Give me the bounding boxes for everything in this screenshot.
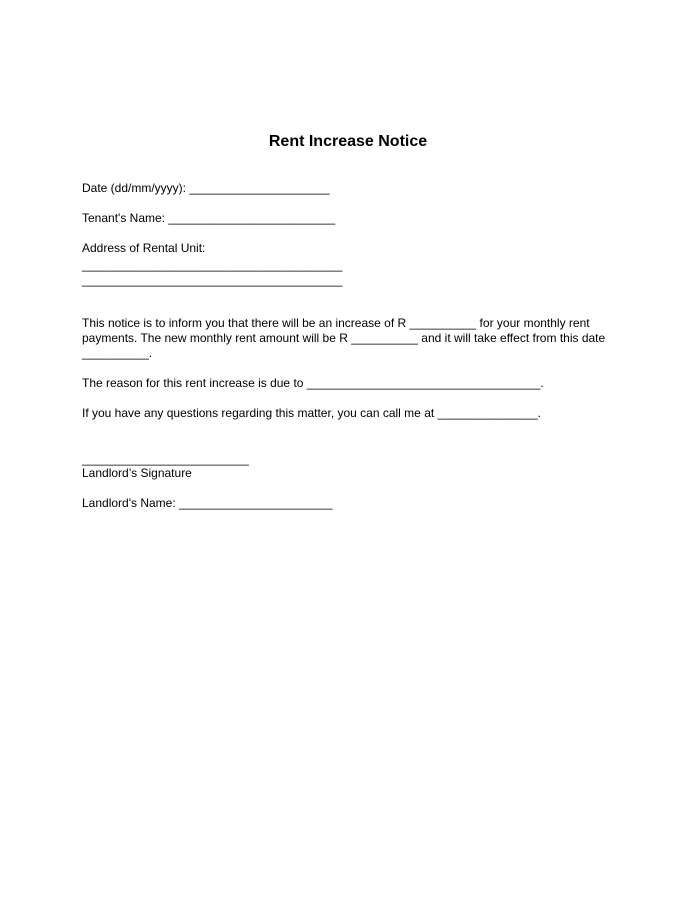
address-blank-1: _______________________________________ [82, 258, 343, 272]
date-line: Date (dd/mm/yyyy): _____________________ [82, 181, 330, 195]
notice-paragraph [82, 316, 606, 361]
address-blank-2: _______________________________________ [82, 273, 343, 287]
tenant-name-line: Tenant's Name: _________________________ [82, 211, 336, 225]
questions-line: If you have any questions regarding this matter, you can call me at _______________. [82, 406, 541, 420]
address-label: Address of Rental Unit: [82, 241, 206, 255]
landlord-name-line: Landlord's Name: _______________________ [82, 496, 333, 510]
notice-line-2: payments. The new monthly rent amount will be R __________ and it will take effect from this date [82, 331, 606, 345]
reason-line: The reason for this rent increase is due to ___________________________________. [82, 376, 544, 390]
signature-label: Landlord’s Signature [82, 466, 192, 480]
notice-line-3: __________. [82, 346, 153, 360]
document-title: Rent Increase Notice [268, 133, 428, 150]
notice-line-1: This notice is to inform you that there will be an increase of R __________ for your monthly rent [82, 316, 590, 330]
signature-blank: _________________________ [82, 452, 249, 466]
